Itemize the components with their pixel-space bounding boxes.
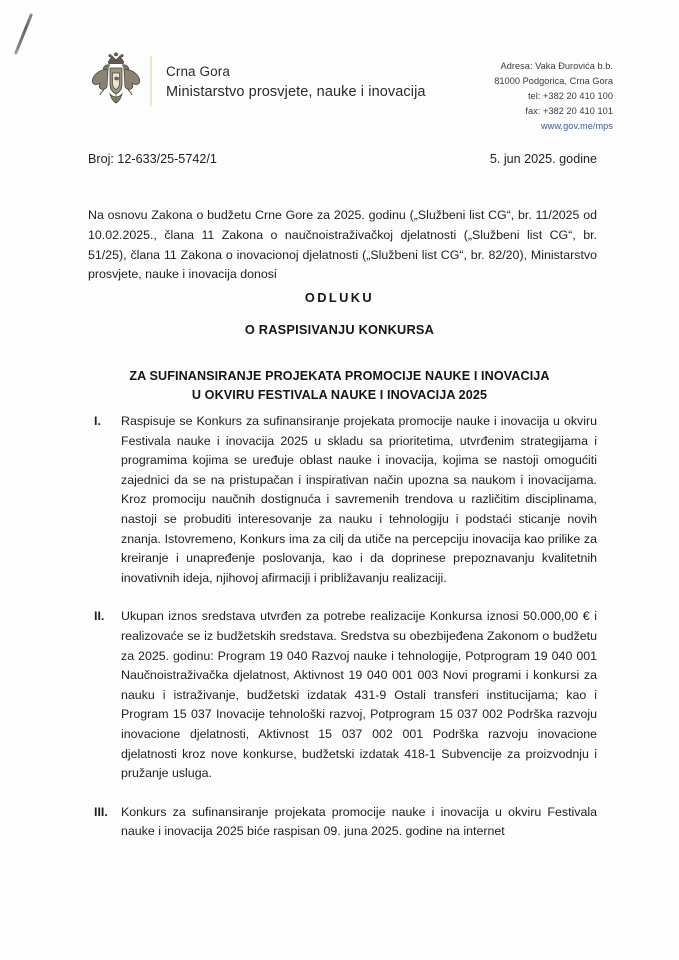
decision-title: ODLUKU [304,290,375,305]
address-fax: fax: +382 20 410 101 [525,105,613,116]
organization-names [166,61,426,101]
decision-scope-line-1: ZA SUFINANSIRANJE PROJEKATA PROMOCIJE NAUKE I INOVACIJA [129,369,550,383]
articles-list [88,412,597,861]
article-text: Ukupan iznos sredstava utvrđen za potrebe realizacije Konkursa iznosi 50.000,00 € i realizovaće se iz budžetskih sredstava. Sredstva su obezbijeđena Zakonom o budžetu za 2025. godinu: Program 19 040 Razvoj nauke i tehnologije, Potprogram 19 040 001 Naučnoistraživačka djelatnost, Aktivnost 19 040 001 003 Novi programi i konkursi za nauku i istraživanje, budžetski izdatak 431-9 Ostali transferi institucijama; kao i Program 15 037 Inovacije tehnološki razvoj, Potprogram 15 037 002 Podrška razvoju inovacione djelatnosti, Aktivnost 15 037 002 001 Podrška razvoju inovacione djelatnosti kroz nove konkurse, budžetski izdatak 418-1 Subvencije za proizvodnju i pružanje usluga. [121,609,597,781]
address-telephone: tel: +382 20 410 100 [527,90,613,101]
contact-address-block [494,59,613,134]
letterhead [0,50,679,130]
article-numeral: II. [94,609,105,624]
country-name: Crna Gora [166,64,230,80]
decision-scope [60,367,619,405]
article-numeral: I. [94,414,101,428]
article-item [88,607,597,783]
ministry-name: Ministarstvo prosvjete, nauke i inovacija [166,83,426,100]
organization-identity [88,50,426,112]
article-item [88,803,597,842]
article-numeral: III. [94,804,108,819]
address-street: Adresa: Vaka Đurovića b.b. [500,61,613,71]
article-item [88,412,597,588]
document-date: 5. jun 2025. godine [489,152,597,166]
article-text: Konkurs za sufinansiranje projekata promocije nauke i inovacija u okviru Festivala nauke i inovacija 2025 biće raspisan 09. juna 2025. godine na internet [121,804,597,839]
decision-subject: O RASPISIVANJU KONKURSA [244,322,435,337]
reference-row [88,152,597,166]
scan-artifact-pen-mark [14,13,33,55]
article-text: Raspisuje se Konkurs za sufinansiranje projekata promocije nauke i inovacija u okviru Festivala nauke i inovacija 2025 u skladu sa prioritetima, utvrđenim strategijama i programima kojima se uređuje oblast nauke i inovacija, kojima se nastoji omogućiti zajednici da se na pristupačan i inspirativan način upozna sa naukom i inovacijama. Kroz promociju naučnih dostignuća i savremenih trendova u različitim disciplinama, nastoji se probuditi interesovanje za nauku i tehnologiju i podstaći sticanje novih znanja. Istovremeno, Konkurs ima za cilj da utiče na percepciju inovacija kao prilike za kreiranje i unapređenje poslovanja, kao i da doprinese prepoznavanju kvalitetnih inovativnih ideja, njihovoj afirmaciji i približavanju realizaciji. [121,414,597,585]
reference-number: Broj: 12-633/25-5742/1 [88,152,217,166]
address-website[interactable]: www.gov.me/mps [540,120,613,131]
letterhead-divider [150,56,152,106]
legal-basis-paragraph: Na osnovu Zakona o budžetu Crne Gore za 2025. godinu („Službeni list CG“, br. 11/2025 od 10.02.2025., člana 11 Zakona o naučnoistraživačkoj djelatnosti („Službeni list CG“, br. 51/25), člana 11 Zakona o inovacionoj djelatnosti („Službeni list CG“, br. 82/20), Ministarstvo prosvjete, nauke i inovacija donosi [88,208,597,282]
decision-scope-line-2: U OKVIRU FESTIVALA NAUKE I INOVACIJA 2025 [191,387,488,402]
montenegro-coat-of-arms-icon [88,50,144,112]
document-title-block [60,290,619,405]
address-city: 81000 Podgorica, Crna Gora [494,75,613,86]
